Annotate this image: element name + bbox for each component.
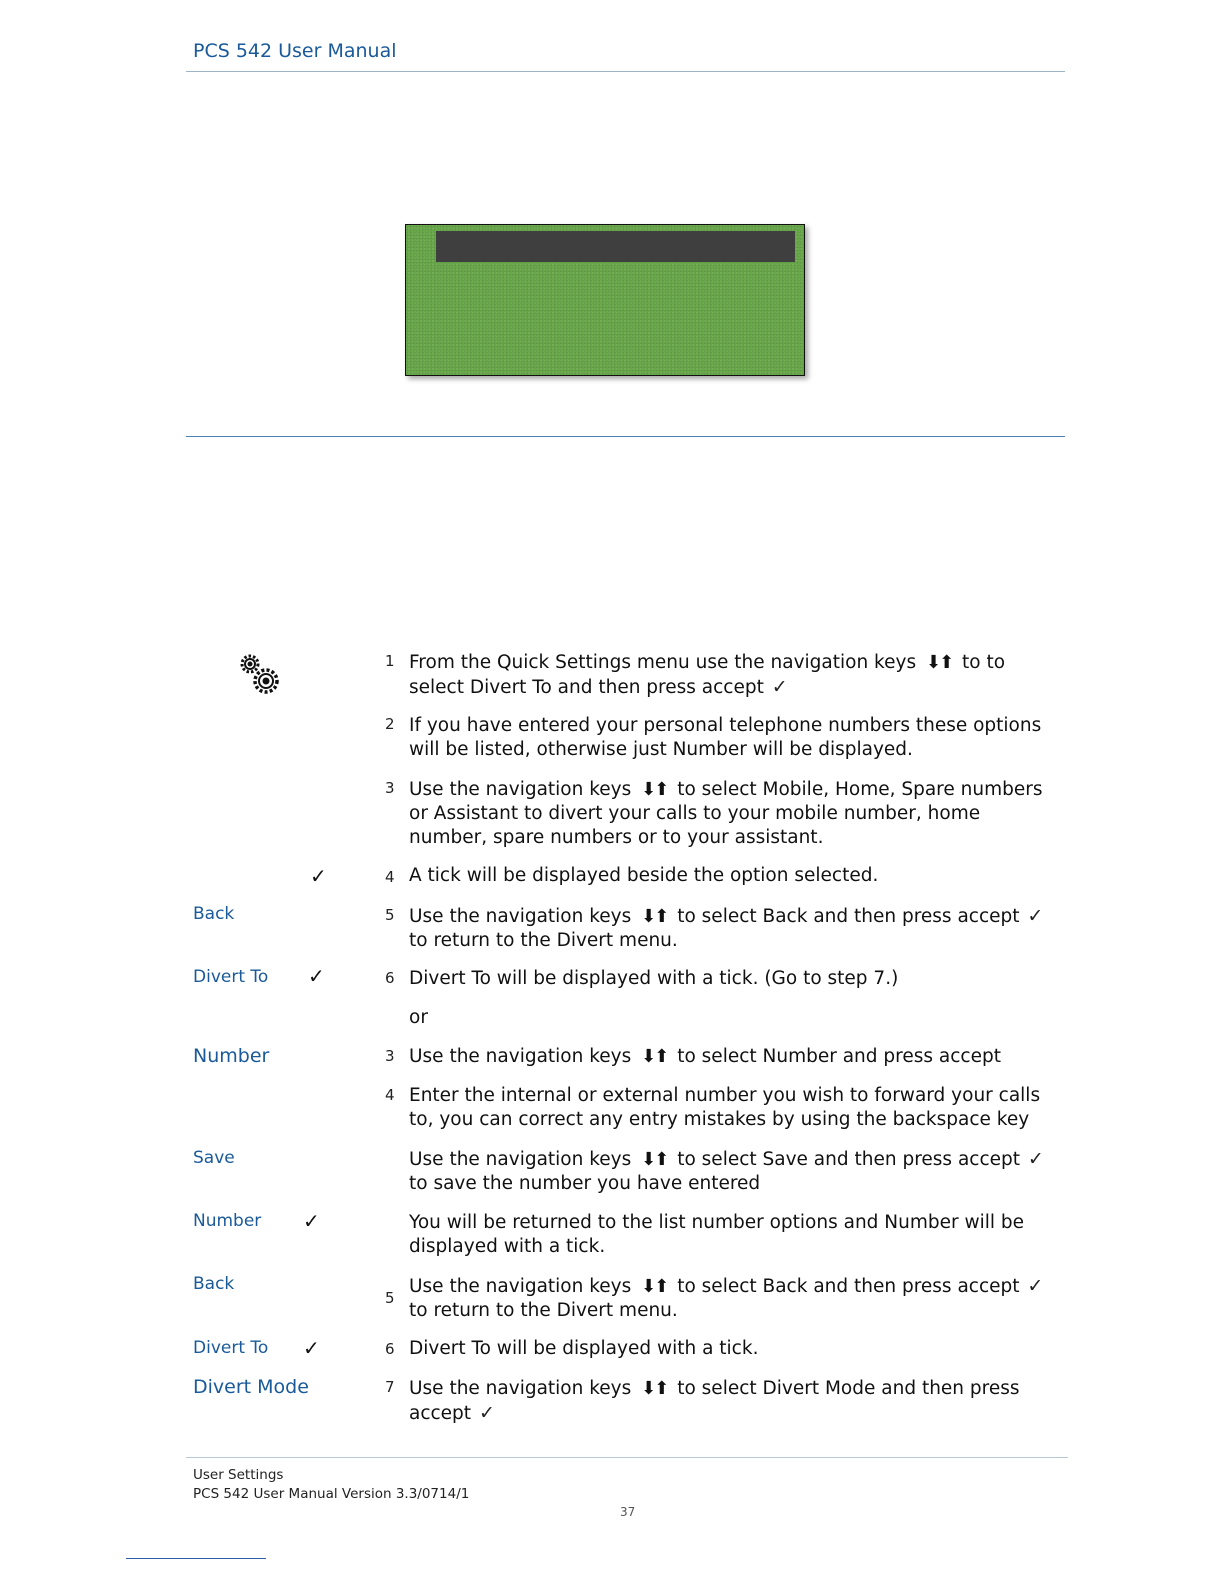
selected-tick-icon: ✓ [303,1336,320,1360]
navigation-arrows-icon: ⬇⬆ [641,1149,668,1170]
step-text: Enter the internal or external number you wish to forward your calls to, you can correct any entry mistakes by using the backspace key [409,1085,1041,1130]
page-header-title: PCS 542 User Manual [193,40,397,62]
step-text-part: to to select Divert To and then press accept [409,652,1006,698]
header-divider [186,71,1065,72]
accept-check-icon: ✓ [1027,905,1044,927]
step-text-part: to select Divert Mode and then press accept [409,1378,1020,1424]
step-text-part: Use the navigation keys [409,1046,632,1067]
navigation-arrows-icon: ⬇⬆ [641,1276,668,1297]
step-text-part: to return to the Divert menu. [409,1300,678,1321]
accept-check-icon: ✓ [1027,1275,1044,1297]
step-text [409,904,1059,953]
step-text-part: to select Number and press accept [677,1046,1001,1067]
lcd-display [405,224,805,376]
menu-option-divert-mode: Divert Mode [193,1376,309,1398]
accept-check-icon: ✓ [771,676,788,698]
step-number: 5 [385,906,395,924]
menu-option-number: Number [193,1045,270,1067]
step-text: Divert To will be displayed with a tick. (Go to step 7.) [409,968,899,989]
step-text [409,1274,1059,1323]
step-text-part: to select Save and then press accept [677,1149,1021,1170]
step-text-part: Use the navigation keys [409,1276,632,1297]
navigation-arrows-icon: ⬇⬆ [641,906,668,927]
navigation-arrows-icon: ⬇⬆ [925,652,953,673]
footer-section: User Settings [193,1467,284,1483]
step-text-part: Use the navigation keys [409,1149,632,1170]
menu-option-back: Back [193,1274,235,1294]
step-text-part: Use the navigation keys [409,779,632,800]
menu-option-divert-to: Divert To [193,1338,269,1358]
step-text-part: to select Mobile, Home, Spare numbers or Assistant to divert your calls to your mobile number, home number, spare numbers or to your assistant. [409,779,1043,848]
step-text: You will be returned to the list number options and Number will be displayed with a tick. [409,1212,1025,1257]
alternative-or-text: or [409,1007,428,1028]
selected-tick-icon: ✓ [310,864,327,888]
menu-option-number: Number [193,1211,262,1231]
selected-tick-icon: ✓ [308,964,325,988]
step-text-part: to return to the Divert menu. [409,930,678,951]
footer-divider [186,1457,1068,1458]
step-number: 4 [385,1086,395,1104]
step-number: 1 [385,652,395,670]
footnote-rule [126,1558,266,1559]
step-number: 4 [385,868,395,886]
step-text [409,651,1059,700]
step-text-part: to save the number you have entered [409,1173,761,1194]
accept-check-icon: ✓ [478,1402,495,1424]
step-text-part: From the Quick Settings menu use the navigation keys [409,652,917,673]
step-number: 6 [385,1340,395,1358]
navigation-arrows-icon: ⬇⬆ [641,779,668,800]
step-text [409,778,1059,850]
navigation-arrows-icon: ⬇⬆ [641,1378,668,1399]
step-text: If you have entered your personal telephone numbers these options will be listed, otherwise just Number will be displayed. [409,715,1042,760]
step-number: 3 [385,1047,395,1065]
step-number: 7 [385,1378,395,1396]
accept-check-icon: ✓ [1027,1148,1044,1170]
step-number: 2 [385,715,395,733]
step-text-part: to select Back and then press accept [677,1276,1020,1297]
menu-option-back: Back [193,904,235,924]
step-text [409,1147,1059,1196]
section-divider [186,436,1065,437]
selected-tick-icon: ✓ [303,1209,320,1233]
step-text [409,1045,1059,1069]
step-text-part: Use the navigation keys [409,1378,632,1399]
menu-option-divert-to: Divert To [193,967,269,987]
lcd-highlight-bar [436,231,795,262]
step-text: A tick will be displayed beside the option selected. [409,865,879,886]
step-text-part: to select Back and then press accept [677,906,1020,927]
step-number: 3 [385,779,395,797]
step-number: 6 [385,969,395,987]
navigation-arrows-icon: ⬇⬆ [641,1046,668,1067]
settings-gears-icon [238,652,282,698]
page-number: 37 [620,1505,636,1519]
step-text-part: Use the navigation keys [409,906,632,927]
step-text: Divert To will be displayed with a tick. [409,1338,759,1359]
menu-option-save: Save [193,1148,235,1168]
step-number: 5 [385,1289,395,1307]
footer-version: PCS 542 User Manual Version 3.3/0714/1 [193,1486,470,1502]
step-text [409,1377,1059,1426]
